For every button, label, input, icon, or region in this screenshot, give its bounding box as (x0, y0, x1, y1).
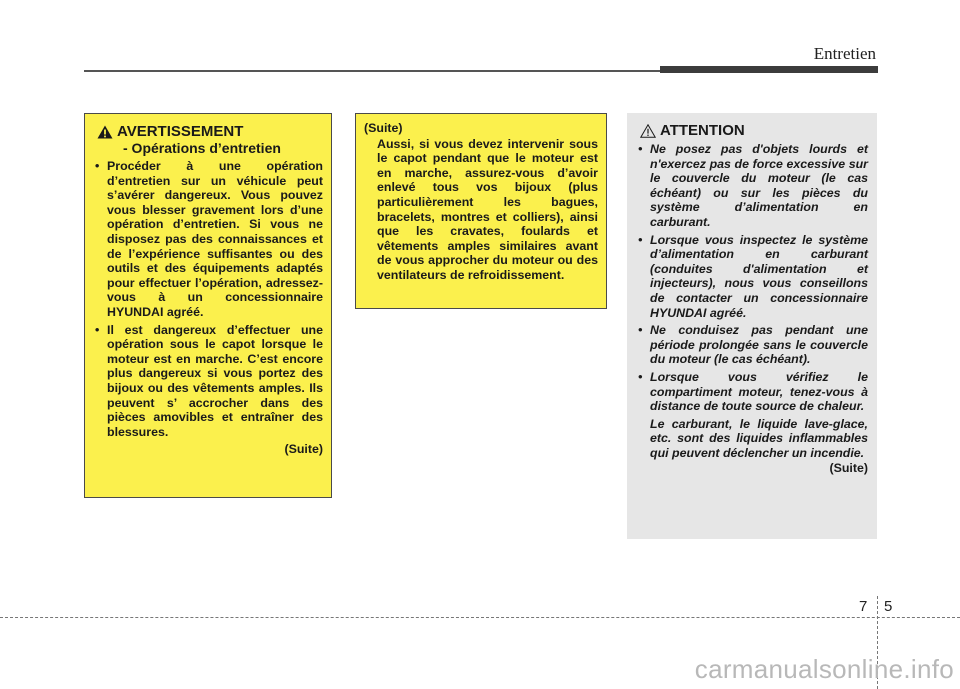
attention-item: • Lorsque vous vérifiez le compartiment moteur, tenez-vous à distance de toute source de chaleur. (636, 370, 868, 414)
warning-list (93, 159, 323, 439)
chapter-number: 7 (859, 598, 868, 615)
page-number: 5 (884, 598, 893, 615)
attention-title: ATTENTION (660, 122, 745, 139)
attention-header (636, 122, 868, 139)
warning-triangle-icon (97, 125, 113, 139)
caution-triangle-icon (640, 124, 656, 138)
warning-suite-label: (Suite) (284, 442, 323, 457)
warning-title: AVERTISSEMENT (117, 123, 244, 140)
warning-item: • Procéder à une opération d’entretien sur un véhicule peut s’avérer dangereux. Vous pouvez vous blesser gravement lors d’une opération d’entretien. Si vous ne disposez pas des connaissances et de l’expérience suffisantes ou des outils et des équipements adaptés pour effectuer l’opération, adressez-vous à un concessionnaire HYUNDAI agréé. (93, 159, 323, 320)
continued-suite-label: (Suite) (364, 121, 403, 135)
warning-subtitle: - Opérations d’entretien (123, 140, 281, 156)
watermark: carmanualsonline.info (694, 654, 954, 684)
attention-item: • Lorsque vous inspectez le système d’alimentation en carburant (conduites d'alimentation et injecteurs), nous vous conseillons de contacter un concessionnaire HYUNDAI agréé. (636, 233, 868, 321)
warning-box (84, 113, 332, 498)
attention-item: • Ne conduisez pas pendant une période prolongée sans le couvercle du moteur (le cas échéant). (636, 323, 868, 367)
attention-box (627, 113, 877, 539)
continued-body: Aussi, si vous devez intervenir sous le capot pendant que le moteur est en marche, assurez-vous d’avoir enlevé tous vos bijoux (plus particulièrement les bagues, bracelets, montres et colliers), ainsi que les cravates, foulards et vêtements amples similaires avant de vous approcher du moteur ou des ventilateurs de refroidissement. (377, 136, 598, 282)
header-rule (84, 70, 662, 72)
attention-suite-label: (Suite) (829, 461, 868, 476)
attention-extra-paragraph: Le carburant, le liquide lave-glace, etc. sont des liquides inflammables qui peuvent déclencher un incendie. (650, 416, 868, 460)
warning-header (93, 123, 323, 140)
attention-list (636, 142, 868, 414)
header-bar (660, 66, 878, 73)
attention-item: • Ne posez pas d'objets lourds et n'exercez pas de force excessive sur le couvercle du moteur (le cas échéant) ou sur les pièces du système d’alimentation en carburant. (636, 142, 868, 230)
section-title: Entretien (813, 44, 876, 63)
continued-warning-box (355, 113, 607, 309)
warning-item: • Il est dangereux d’effectuer une opération sous le capot lorsque le moteur est en marche. C’est encore plus dangereux si vous portez des bijoux ou des vêtements amples. Ils peuvent s’ accrocher dans des pièces amovibles et entraîner des blessures. (93, 323, 323, 440)
footer-rule (0, 617, 960, 618)
